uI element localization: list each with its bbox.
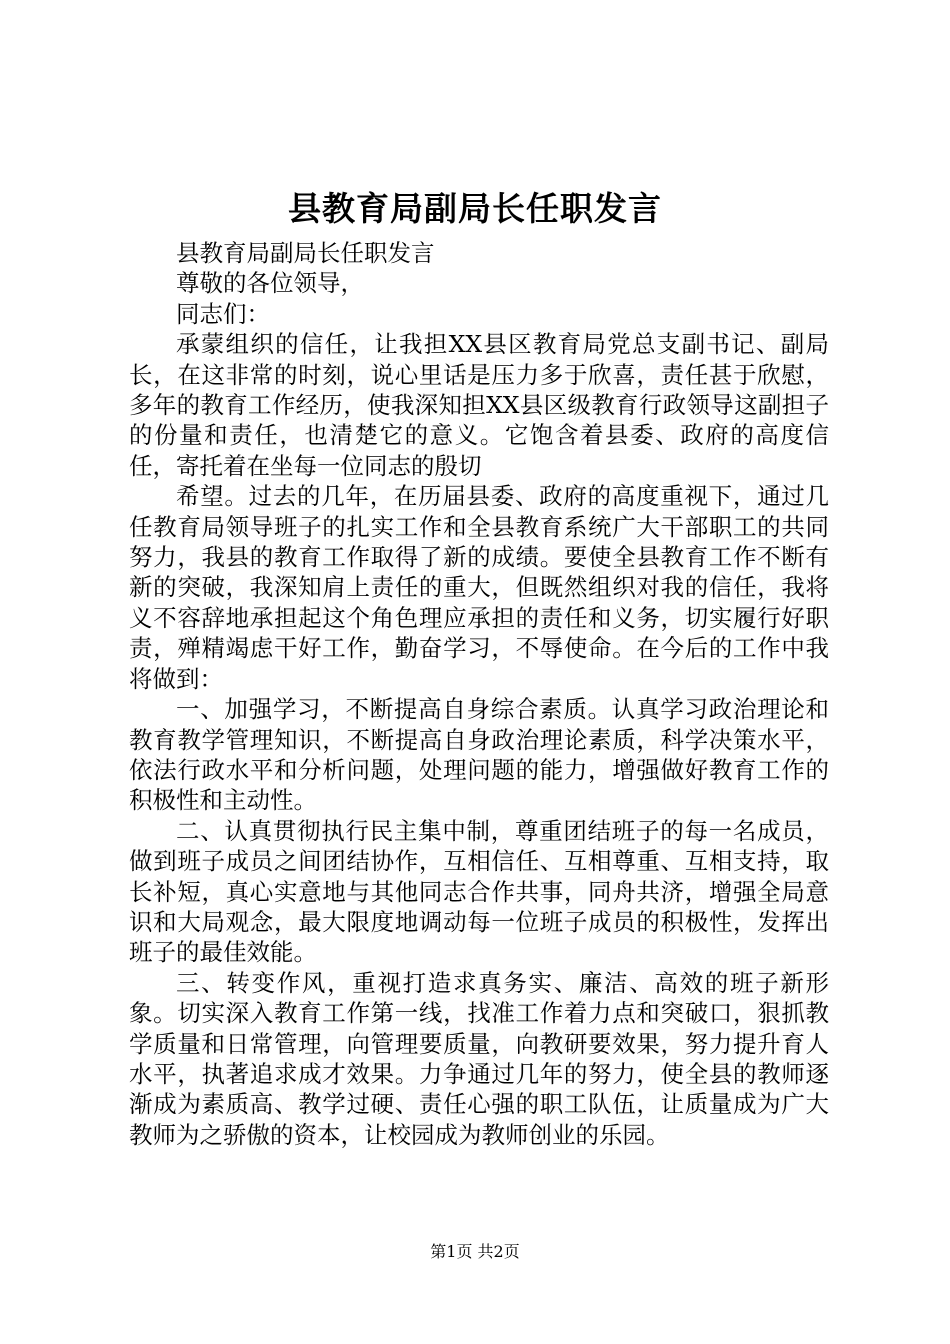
paragraph-salutation: 尊敬的各位领导， xyxy=(176,269,364,298)
paragraph-point-one: 一、加强学习，不断提高自身综合素质。认真学习政治理论和教育教学管理知识，不断提高自身政治理论素质，科学决策水平，依法行政水平和分析问题，处理问题的能力，增强做好教育工作的积极性和主动性。 xyxy=(129,695,829,815)
document-title: 县教育局副局长任职发言 xyxy=(288,189,662,228)
paragraph-intro: 承蒙组织的信任，让我担XX县区教育局党总支副书记、副局长，在这非常的时刻，说心里话是压力多于欣喜，责任甚于欣慰，多年的教育工作经历，使我深知担XX县区级教育行政领导这副担子的份量和责任，也清楚它的意义。它饱含着县委、政府的高度信任，寄托着在坐每一位同志的殷切 xyxy=(129,330,829,480)
paragraph-greeting: 同志们： xyxy=(176,299,270,328)
paragraph-subtitle: 县教育局副局长任职发言 xyxy=(176,239,435,267)
paragraph-point-three: 三、转变作风，重视打造求真务实、廉洁、高效的班子新形象。切实深入教育工作第一线，找准工作着力点和突破口，狠抓教学质量和日常管理，向管理要质量，向教研要效果，努力提升育人水平，执著追求成才效果。力争通过几年的努力，使全县的教师逐渐成为素质高、教学过硬、责任心强的职工队伍，让质量成为广大教师为之骄傲的资本，让校园成为教师创业的乐园。 xyxy=(129,968,829,1149)
page-footer: 第1页 共2页 xyxy=(430,1242,520,1261)
paragraph-background: 希望。过去的几年，在历届县委、政府的高度重视下，通过几任教育局领导班子的扎实工作和全县教育系统广大干部职工的共同努力，我县的教育工作取得了新的成绩。要使全县教育工作不断有新的突破，我深知肩上责任的重大，但既然组织对我的信任，我将义不容辞地承担起这个角色理应承担的责任和义务，切实履行好职责，殚精竭虑干好工作，勤奋学习，不辱使命。在今后的工作中我将做到： xyxy=(129,482,829,693)
paragraph-point-two: 二、认真贯彻执行民主集中制，尊重团结班子的每一名成员，做到班子成员之间团结协作，互相信任、互相尊重、互相支持，取长补短，真心实意地与其他同志合作共事，同舟共济，增强全局意识和大局观念，最大限度地调动每一位班子成员的积极性，发挥出班子的最佳效能。 xyxy=(129,816,829,967)
document-body xyxy=(129,238,829,1150)
